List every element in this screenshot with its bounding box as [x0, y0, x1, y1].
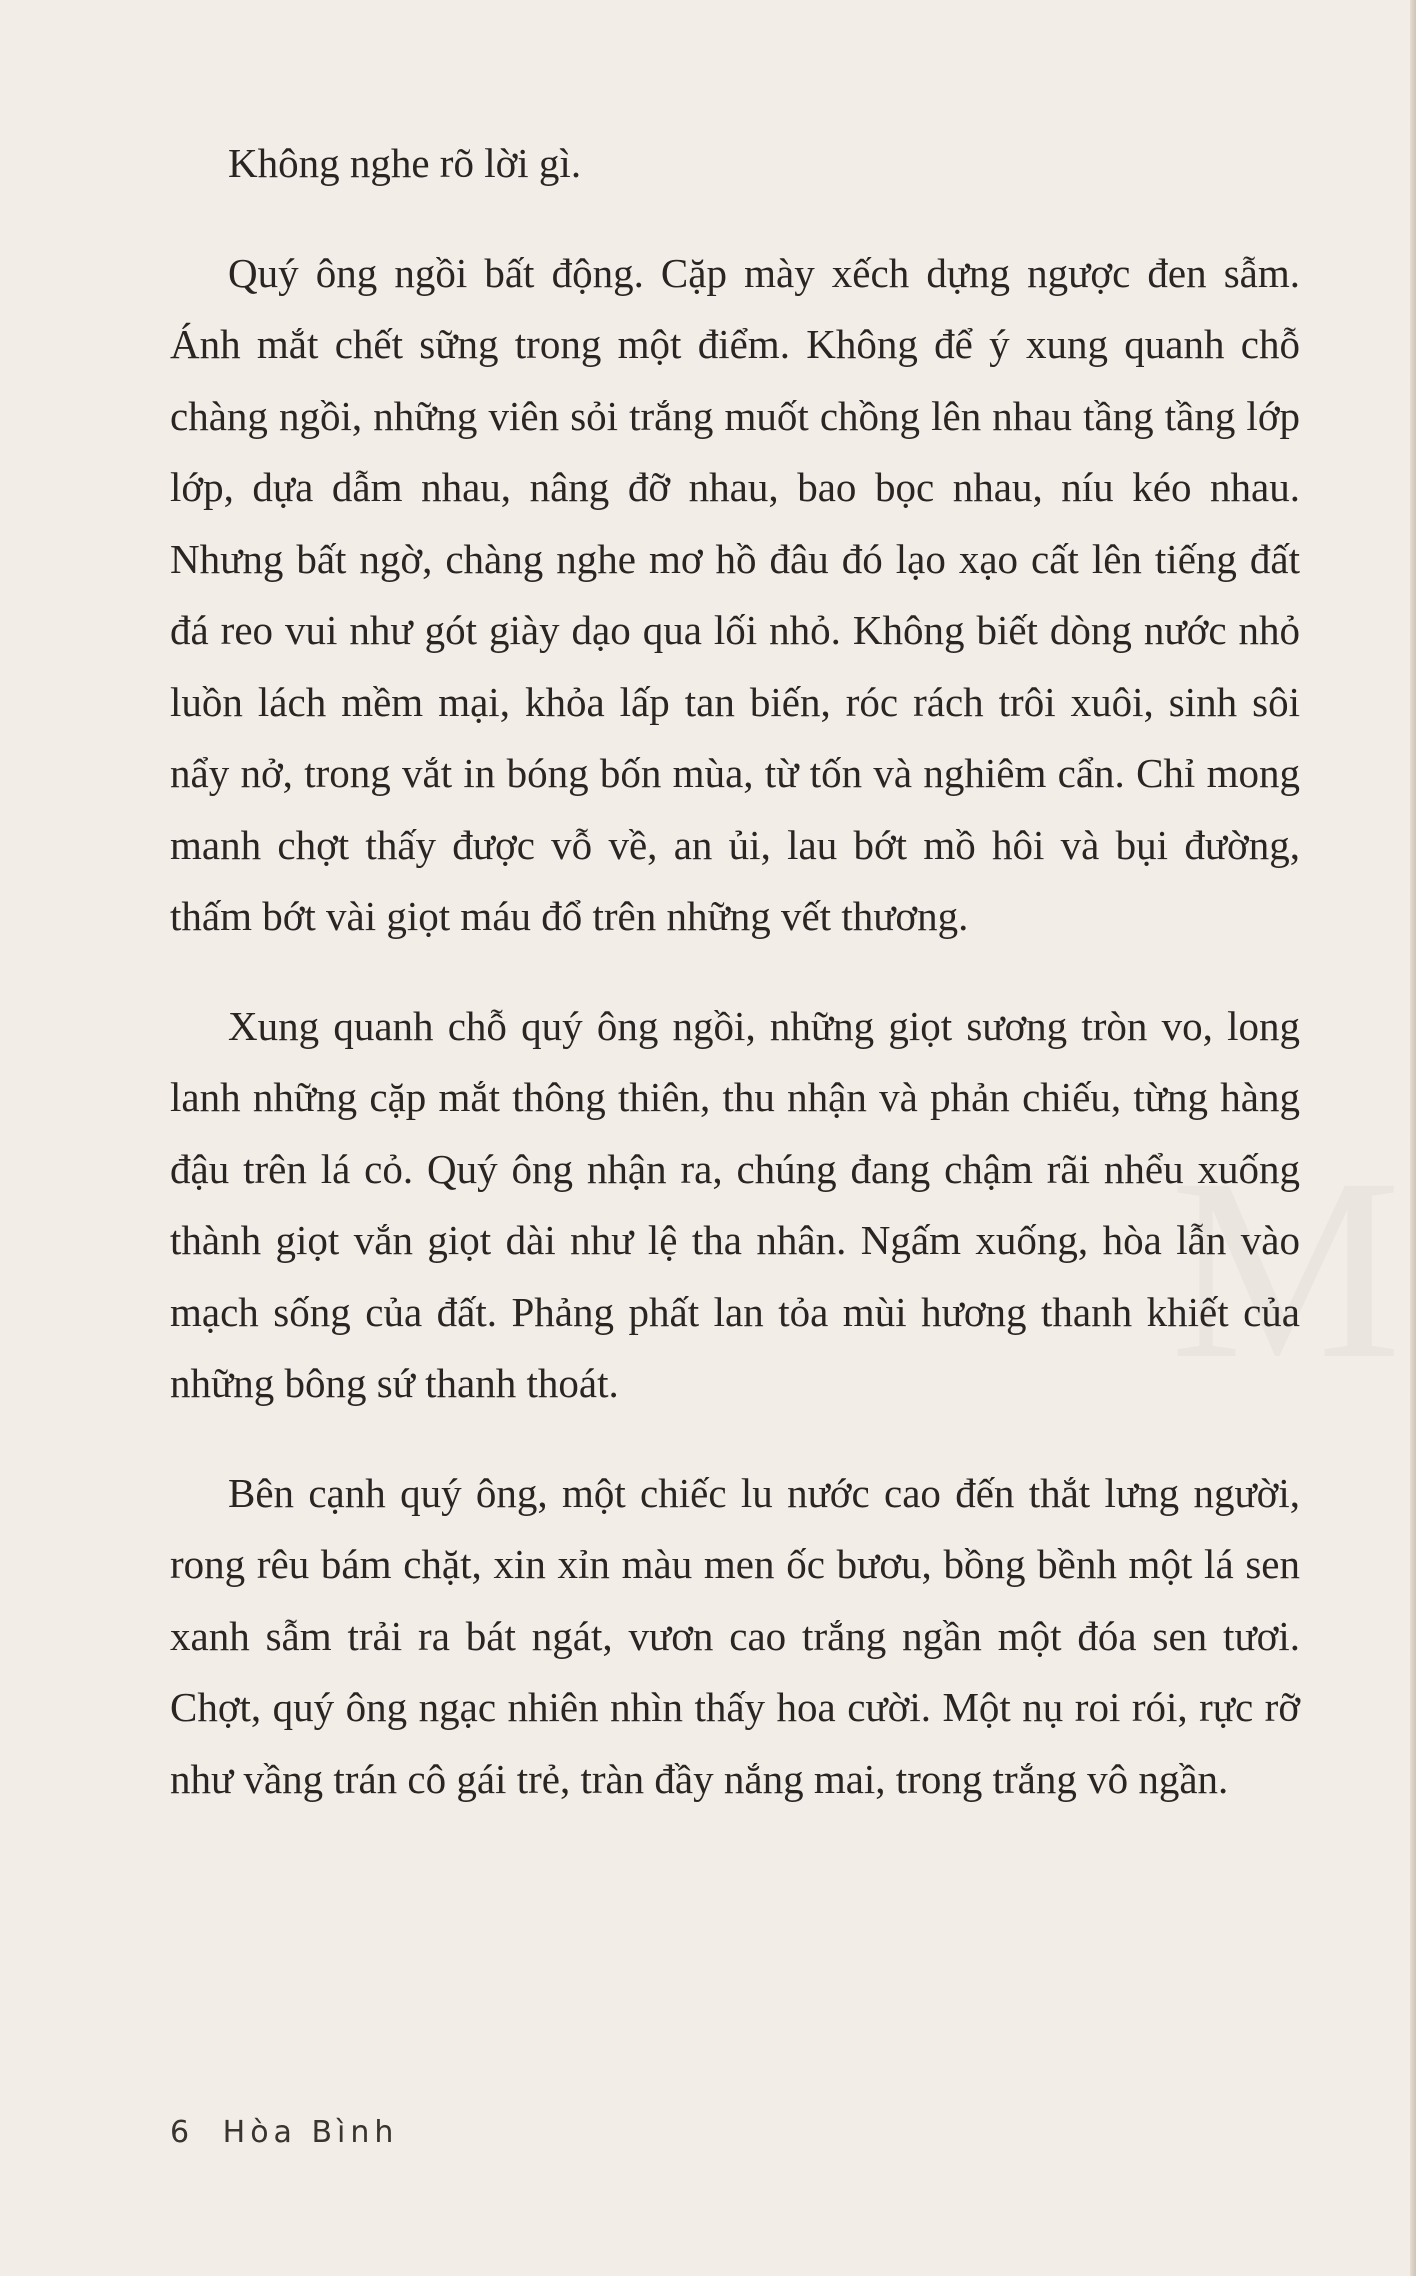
paragraph: Không nghe rõ lời gì. [228, 140, 582, 186]
running-author: Hòa Bình [222, 2115, 399, 2150]
bleed-through-mark: M [1170, 1125, 1402, 1413]
paragraph: Bên cạnh quý ông, một chiếc lu nước cao đến thắt lưng người, rong rêu bám chặt, xin xỉn màu men ốc bươu, bồng bềnh một lá sen xanh sẫm trải ra bát ngát, vươn cao trắng ngần một đóa sen tươi. Chợt, quý ông ngạc nhiên nhìn thấy hoa cười. Một nụ roi rói, rực rỡ như vầng trán cô gái trẻ, tràn đầy nắng mai, trong trắng vô ngần. [170, 1469, 1300, 1802]
paragraph: Quý ông ngồi bất động. Cặp mày xếch dựng ngược đen sẫm. Ánh mắt chết sững trong một điểm. Không để ý xung quanh chỗ chàng ngồi, những viên sỏi trắng muốt chồng lên nhau tầng tầng lớp lớp, dựa dẫm nhau, nâng đỡ nhau, bao bọc nhau, níu kéo nhau. Nhưng bất ngờ, chàng nghe mơ hồ đâu đó lạo xạo cất lên tiếng đất đá reo vui như gót giày dạo qua lối nhỏ. Không biết dòng nước nhỏ luồn lách mềm mại, khỏa lấp tan biến, róc rách trôi xuôi, sinh sôi nẩy nở, trong vắt in bóng bốn mùa, từ tốn và nghiêm cẩn. Chỉ mong manh chợt thấy được vỗ về, an ủi, lau bớt mồ hôi và bụi đường, thấm bớt vài giọt máu đổ trên những vết thương. [170, 249, 1300, 939]
page-edge [1410, 0, 1416, 2276]
page-footer [170, 2115, 398, 2150]
page-number: 6 [170, 2115, 195, 2150]
body-text [170, 128, 1300, 1853]
paragraph: Xung quanh chỗ quý ông ngồi, những giọt sương tròn vo, long lanh những cặp mắt thông thiên, thu nhận và phản chiếu, từng hàng đậu trên lá cỏ. Quý ông nhận ra, chúng đang chậm rãi nhểu xuống thành giọt vắn giọt dài như lệ tha nhân. Ngấm xuống, hòa lẫn vào mạch sống của đất. Phảng phất lan tỏa mùi hương thanh khiết của những bông sứ thanh thoát. [170, 1002, 1300, 1406]
